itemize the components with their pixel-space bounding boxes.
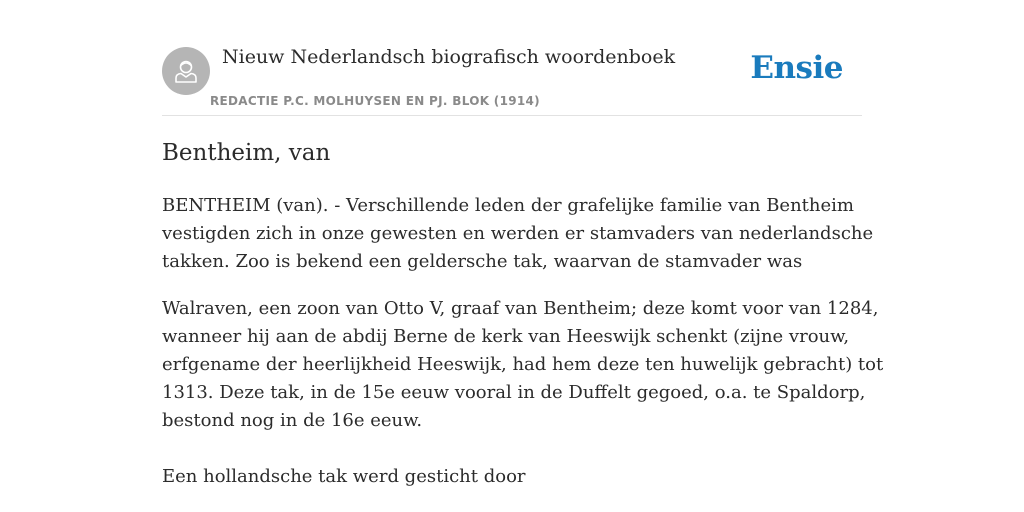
article-paragraph-2 xyxy=(162,295,884,435)
text-line: BENTHEIM (van). - Verschillende leden der grafelijke familie van Bentheim xyxy=(162,195,854,216)
text-line: wanneer hij aan de abdij Berne de kerk van Heeswijk schenkt (zijne vrouw, xyxy=(162,326,850,347)
text-line: vestigden zich in onze gewesten en werden er stamvaders van nederlandsche xyxy=(162,223,874,244)
article-title: Bentheim, van xyxy=(162,140,331,166)
article-paragraph-1 xyxy=(162,192,874,276)
article-paragraph-3 xyxy=(162,463,862,491)
text-line: bestond nog in de 16e eeuw. xyxy=(162,410,423,431)
book-title[interactable]: Nieuw Nederlandsch biografisch woordenboek xyxy=(222,46,676,68)
ensie-logo[interactable]: Ensie xyxy=(750,50,843,86)
editors-line: REDACTIE P.C. MOLHUYSEN EN PJ. BLOK (1914) xyxy=(210,94,540,108)
text-line: takken. Zoo is bekend een geldersche tak, waarvan de stamvader was xyxy=(162,251,803,272)
header xyxy=(162,40,862,116)
text-line: Een hollandsche tak werd gesticht door xyxy=(162,466,526,487)
text-line: 1313. Deze tak, in de 15e eeuw vooral in de Duffelt gegoed, o.a. te Spaldorp, xyxy=(162,382,866,403)
text-line: erfgename der heerlijkheid Heeswijk, had hem deze ten huwelijk gebracht) tot xyxy=(162,354,884,375)
user-icon xyxy=(162,47,210,95)
avatar xyxy=(162,47,210,95)
text-line: Walraven, een zoon van Otto V, graaf van Bentheim; deze komt voor van 1284, xyxy=(162,298,879,319)
